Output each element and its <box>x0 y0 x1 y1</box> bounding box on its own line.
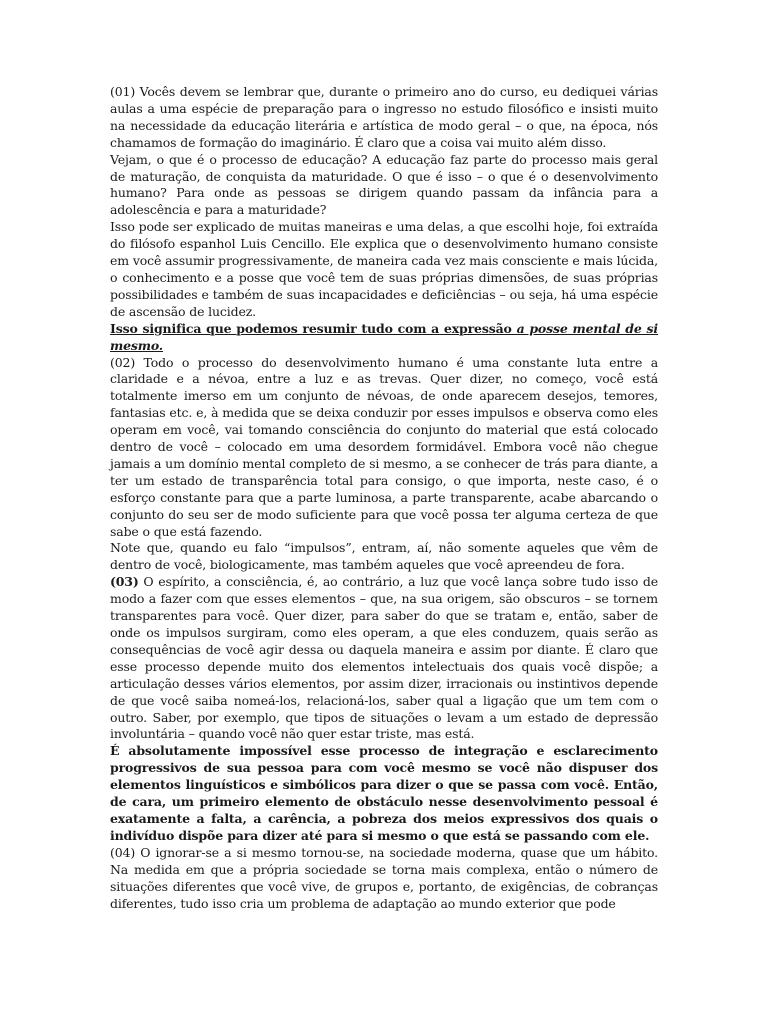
paragraph-cencillo: Isso pode ser explicado de muitas maneiras e uma delas, a que escolhi hoje, foi extraída do filósofo espanhol Luis Cencillo. Ele explica que o desenvolvimento humano consiste em você assumir progressivamente, de maneira cada vez mais consciente e mais lúcida, o conhecimento e a posse que você tem de suas próprias dimensões, de suas próprias possibilidades e também de suas incapacidades e deficiências – ou seja, há uma espécie de ascensão de lucidez. <box>110 219 658 319</box>
paragraph-impulses-note: Note que, quando eu falo “impulsos”, entram, aí, não somente aqueles que vêm de dentro de você, biologicamente, mas também aqueles que você apreendeu de fora. <box>110 540 658 573</box>
paragraph-03-number: (03) <box>110 574 139 590</box>
summary-statement: Isso significa que podemos resumir tudo com a expressão <box>110 320 517 336</box>
paragraph-04: (04) O ignorar-se a si mesmo tornou-se, na sociedade moderna, quase que um hábito. Na medida em que a própria sociedade se torna mais complexa, então o número de situações diferentes que você vive, de grupos e, portanto, de exigências, de cobranças diferentes, tudo isso cria um problema de adaptação ao mundo exterior que pode <box>110 844 658 911</box>
paragraph-summary-heading <box>110 321 658 355</box>
paragraph-bold-statement: É absolutamente impossível esse processo de integração e esclarecimento progressivos de sua pessoa para com você mesmo se você não dispuser dos elementos linguísticos e simbólicos para dizer o que se passa com você. Então, de cara, um primeiro elemento de obstáculo nesse desenvolvimento pessoal é exatamente a falta, a carência, a pobreza dos meios expressivos dos quais o indivíduo dispõe para dizer até para si mesmo o que está se passando com ele. <box>110 743 658 843</box>
summary-phrase: a posse mental de si mesmo. <box>110 320 659 353</box>
paragraph-education: Vejam, o que é o processo de educação? A educação faz parte do processo mais geral de maturação, de conquista da maturidade. O que é isso – o que é o desenvolvimento humano? Para onde as pessoas se dirigem quando passam da infância para a adolescência e para a maturidade? <box>110 151 658 218</box>
document-page <box>110 84 658 912</box>
paragraph-03 <box>110 574 658 743</box>
paragraph-03-body: O espírito, a consciência, é, ao contrário, a luz que você lança sobre tudo isso de modo a fazer com que esses elementos – que, na sua origem, são obscuros – se tornem transparentes para você. Quer dizer, para saber do que se tratam e, então, saber de onde os impulsos surgiram, como eles operam, a que eles conduzem, quais serão as consequências de você agir dessa ou daquela maneira e assim por diante. É claro que esse processo depende muito dos elementos intelectuais dos quais você dispõe; a articulação desses vários elementos, por assim dizer, irracionais ou instintivos depende de que você saiba nomeá-los, relacioná-los, saber qual a ligação que um tem com o outro. Saber, por exemplo, que tipos de situações o levam a um estado de depressão involuntária – quando você não quer estar triste, mas está. <box>110 574 658 742</box>
paragraph-01: (01) Vocês devem se lembrar que, durante o primeiro ano do curso, eu dediquei várias aulas a uma espécie de preparação para o ingresso no estudo filosófico e insisti muito na necessidade da educação literária e artística de modo geral – o que, na época, nós chamamos de formação do imaginário. É claro que a coisa vai muito além disso. <box>110 84 658 150</box>
paragraph-02: (02) Todo o processo do desenvolvimento humano é uma constante luta entre a claridade e a névoa, entre a luz e as trevas. Quer dizer, no começo, você está totalmente imerso em um conjunto de névoas, de onde aparecem desejos, temores, fantasias etc. e, à medida que se deixa conduzir por esses impulsos e observa como eles operam em você, vai tomando consciência do conjunto do material que está colocado dentro de você – colocado em uma desordem formidável. Embora você não chegue jamais a um domínio mental completo de si mesmo, a se conhecer de trás para diante, a ter um estado de transparência total para consigo, o que importa, neste caso, é o esforço constante para que a parte luminosa, a parte transparente, acabe abarcando o conjunto do seu ser de modo suficiente para que você possa ter alguma certeza de que sabe o que está fazendo. <box>110 354 658 539</box>
